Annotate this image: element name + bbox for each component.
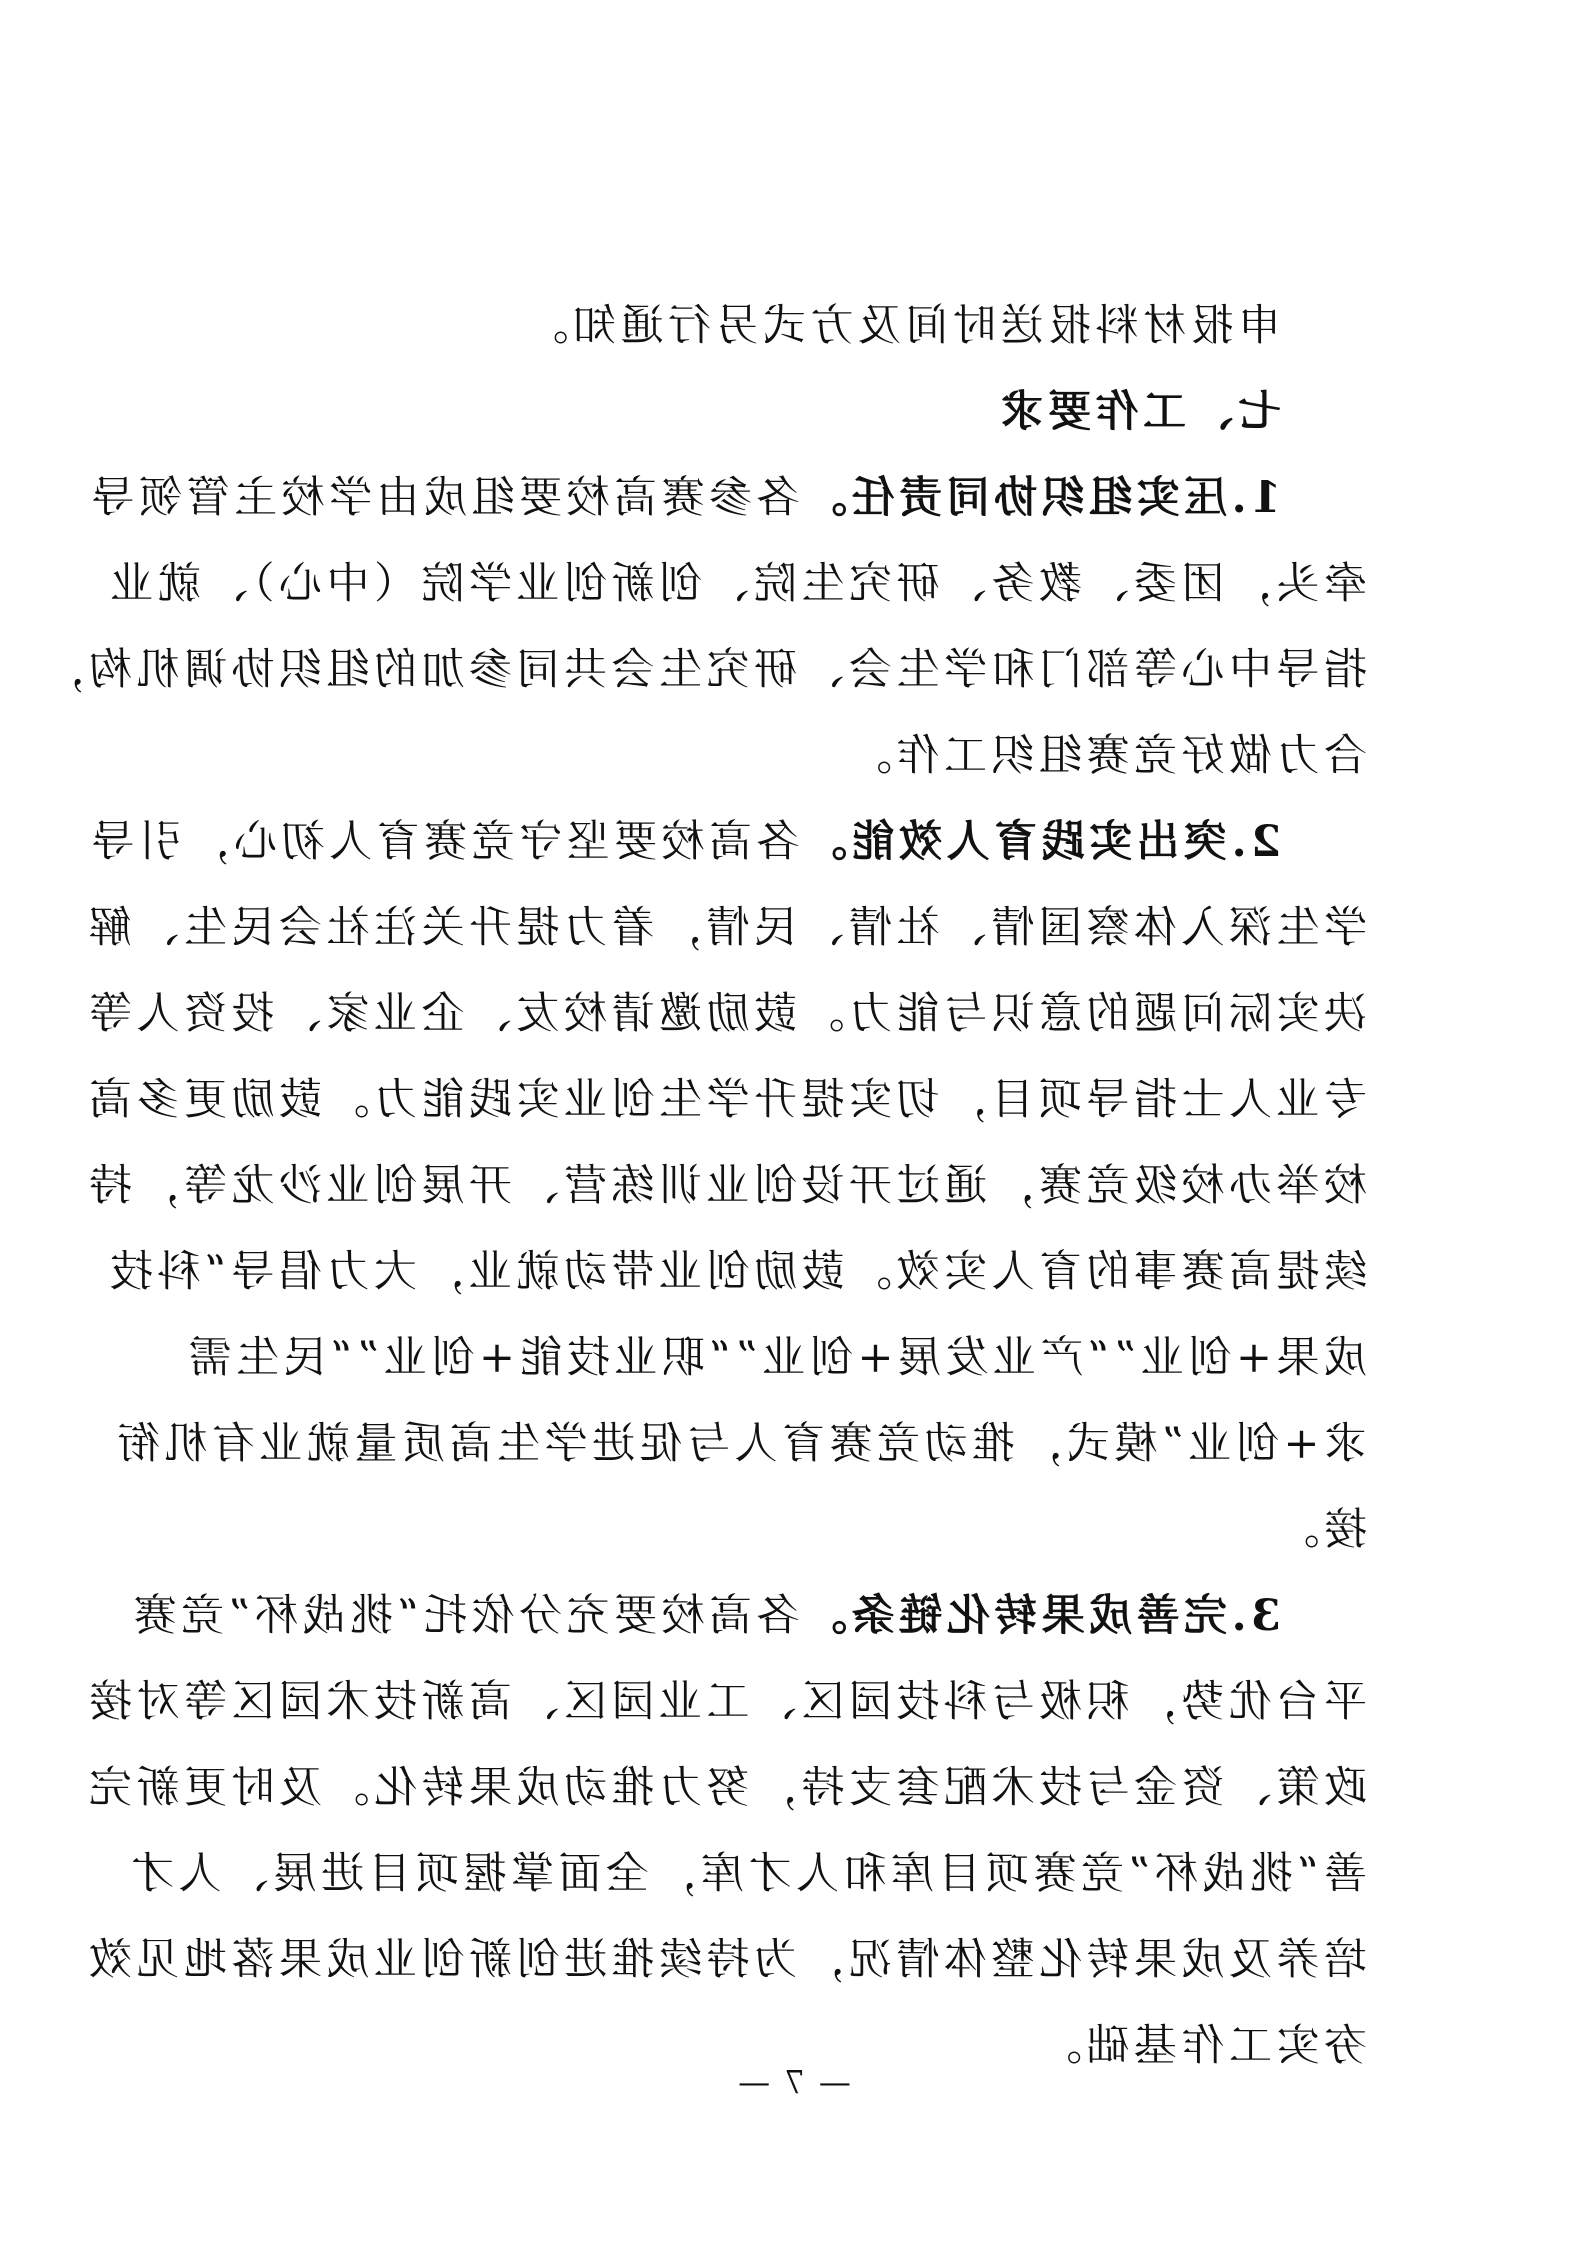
item-1-line: 指导中心等部门和学生会、研究生会共同参加的组织协调机构， <box>37 645 1367 695</box>
item-3-first-line-text: 各高校要充分依托“挑战杯”竞赛 <box>129 1591 800 1641</box>
item-3-line: 政策、资金与技术配套支持，努力推动成果转化。及时更新完 <box>84 1763 1367 1813</box>
item-2-line: 决实际问题的意识与能力。鼓励邀请校友、企业家、投资人等 <box>84 989 1367 1039</box>
item-1-lead: 1.压实组织协同责任。 <box>799 473 1281 523</box>
item-2-line: 求+创业”模式，推动竞赛育人与促进学生高质量就业有机衔 <box>112 1419 1367 1469</box>
item-2-line: 成果+创业”“产业发展+创业”“职业技能+创业”“民生需 <box>184 1333 1367 1383</box>
item-1-line: 合力做好竞赛组织工作。 <box>844 731 1367 781</box>
item-1-first-line <box>87 455 1367 541</box>
item-2-line: 接。 <box>1272 1505 1367 1555</box>
item-1-first-line-text: 各参赛高校要组成由学校主管领导 <box>87 473 800 523</box>
opening-line: 申报材料报送时间及方式另行通知。 <box>521 301 1281 351</box>
section-heading: 七、工作要求 <box>996 387 1281 437</box>
item-3-line: 平台优势，积极与科技园区、工业园区、高新技术园区等对接 <box>84 1677 1367 1727</box>
item-2-line: 校举办校级竞赛，通过开设创业训练营、开展创业沙龙等，持 <box>84 1161 1367 1211</box>
item-2-first-line-text: 各高校要坚守竞赛育人初心，引导 <box>87 817 800 867</box>
item-2-line: 续提高赛事的育人实效。鼓励创业带动就业，大力倡导“科技 <box>105 1247 1367 1297</box>
item-2-lead: 2.突出实践育人效能。 <box>799 817 1281 867</box>
item-3-lead: 3.完善成果转化链条。 <box>799 1591 1281 1641</box>
item-3-line: 夯实工作基础。 <box>1034 2021 1367 2071</box>
item-3-line: 培养及成果转化整体情况，为持续推进创新创业成果落地见效 <box>84 1935 1367 1985</box>
item-3-line: 善“挑战杯”竞赛项目库和人才库，全面掌握项目进展、人才 <box>126 1849 1367 1899</box>
item-2-line: 专业人士指导项目，切实提升学生创业实践能力。鼓励更多高 <box>84 1075 1367 1125</box>
item-1-line: 牵头，团委、教务、研究生院、创新创业学院（中心）、就业 <box>106 559 1367 609</box>
page-number: — 7 — <box>736 2063 851 2101</box>
item-2-line: 学生深入体察国情、社情、民情，着力提升关注社会民生、解 <box>84 903 1367 953</box>
item-3-first-line <box>129 1573 1367 1659</box>
item-2-first-line <box>87 799 1367 885</box>
document-body <box>37 283 1367 2089</box>
